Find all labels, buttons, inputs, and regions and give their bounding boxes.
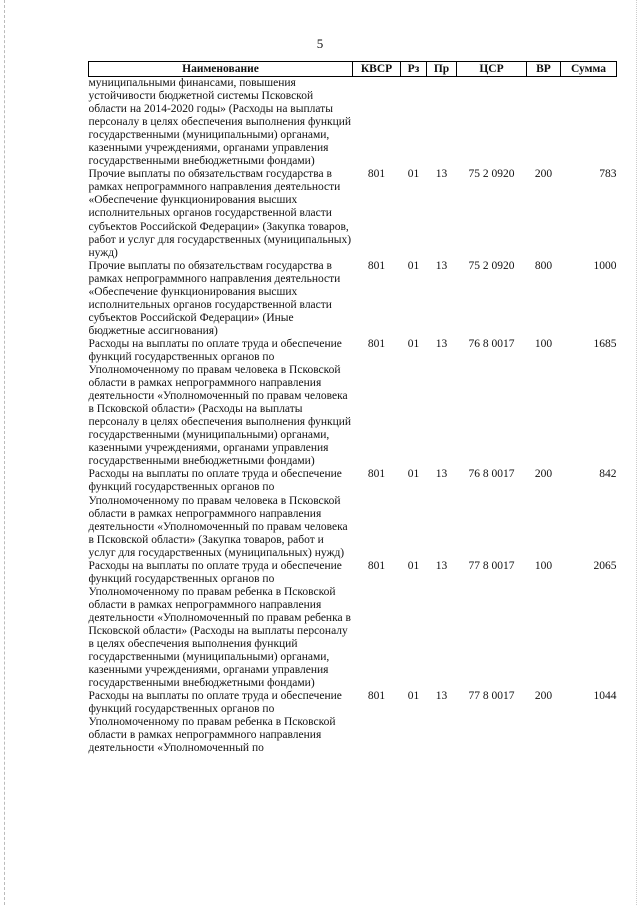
row-name: Расходы на выплаты по оплате труда и обеспечение функций государственных органов по Уполномоченному по правам человека в Псковской области в рамках непрограммного направления деятельности «Уполномоченный по правам человека в Псковской области» (Закупка товаров, работ и услуг для государственных (муниципальных) нужд) — [88, 468, 348, 559]
column-header-vr: ВР — [527, 62, 561, 77]
row-vr: 200 — [534, 468, 553, 481]
row-csr: 77 8 0017 — [468, 559, 515, 572]
row-rz: 01 — [407, 559, 420, 572]
row-sum: 1044 — [593, 690, 617, 703]
row-name: Расходы на выплаты по оплате труда и обеспечение функций государственных органов по Уполномоченному по правам ребенка в Псковской области в рамках непрограммного направления деятельности «Уполномоченный по — [88, 690, 342, 755]
row-csr: 75 2 0920 — [468, 168, 515, 181]
row-sum: 1000 — [593, 259, 617, 272]
row-csr: 76 8 0017 — [468, 337, 515, 350]
row-name: Расходы на выплаты по оплате труда и обеспечение функций государственных органов по Уполномоченному по правам ребенка в Псковской области в рамках непрограммного направления деятельности «Уполномоченный по правам ребенка в Псковской области» (Расходы на выплаты персоналу в целях обеспечения выполнения функций государственными (муниципальными) органами, казенными учреждениями, органами управления государственными внебюджетными фондами) — [88, 559, 351, 690]
page-number: 5 — [316, 36, 324, 51]
row-rz: 01 — [407, 337, 420, 350]
row-pr: 13 — [435, 468, 448, 481]
row-pr: 13 — [435, 559, 448, 572]
row-sum: 2065 — [593, 559, 617, 572]
column-header-csr: ЦСР — [457, 62, 527, 77]
column-header-name: Наименование — [89, 62, 353, 77]
row-kvsr: 801 — [367, 559, 386, 572]
row-name: муниципальными финансами, повышения устойчивости бюджетной системы Псковской области на 2014-2020 годы» (Расходы на выплаты персоналу в целях обеспечения выполнения функций государственными (муниципальными) органами, казенными учреждениями, органами управления государственными внебюджетными фондами) — [88, 77, 352, 168]
row-kvsr: 801 — [367, 690, 386, 703]
table-header-row — [89, 62, 617, 77]
row-sum — [561, 77, 617, 169]
row-rz: 01 — [407, 468, 420, 481]
column-header-pr: Пр — [427, 62, 457, 77]
row-kvsr: 801 — [367, 337, 386, 350]
row-csr: 77 8 0017 — [468, 690, 515, 703]
column-header-sum: Сумма — [561, 62, 617, 77]
row-vr: 100 — [534, 559, 553, 572]
row-sum: 842 — [599, 468, 617, 481]
row-pr: 13 — [435, 337, 448, 350]
row-pr: 13 — [435, 168, 448, 181]
row-rz: 01 — [407, 259, 420, 272]
row-vr: 100 — [534, 337, 553, 350]
table-row — [89, 338, 617, 468]
table-row — [89, 77, 617, 169]
row-csr: 75 2 0920 — [468, 259, 515, 272]
row-pr: 13 — [435, 690, 448, 703]
row-vr: 200 — [534, 690, 553, 703]
row-csr — [457, 77, 527, 169]
table-row — [89, 560, 617, 690]
row-sum: 1685 — [593, 337, 617, 350]
scan-edge-right — [636, 0, 637, 905]
table-row — [89, 468, 617, 559]
row-name: Прочие выплаты по обязательствам государства в рамках непрограммного направления деятельности «Обеспечение функционирования высших исполнительных органов государственной власти субъектов Российской Федерации» (Закупка товаров, работ и услуг для государственных (муниципальных) нужд) — [88, 168, 352, 259]
column-header-rz: Рз — [401, 62, 427, 77]
row-rz — [401, 77, 427, 169]
table-row — [89, 260, 617, 338]
row-rz: 01 — [407, 168, 420, 181]
row-kvsr: 801 — [367, 259, 386, 272]
budget-table — [88, 61, 617, 755]
column-header-kvsr: КВСР — [353, 62, 401, 77]
row-kvsr — [353, 77, 401, 169]
row-kvsr: 801 — [367, 168, 386, 181]
table-row — [89, 690, 617, 755]
row-kvsr: 801 — [367, 468, 386, 481]
row-csr: 76 8 0017 — [468, 468, 515, 481]
scan-edge-left — [4, 0, 5, 905]
row-vr: 800 — [534, 259, 553, 272]
row-vr — [527, 77, 561, 169]
row-rz: 01 — [407, 690, 420, 703]
row-pr — [427, 77, 457, 169]
row-vr: 200 — [534, 168, 553, 181]
row-name: Расходы на выплаты по оплате труда и обеспечение функций государственных органов по Уполномоченному по правам человека в Псковской области в рамках непрограммного направления деятельности «Уполномоченный по правам человека в Псковской области» (Расходы на выплаты персоналу в целях обеспечения выполнения функций государственными (муниципальными) органами, казенными учреждениями, органами управления государственными внебюджетными фондами) — [88, 337, 352, 468]
row-pr: 13 — [435, 259, 448, 272]
row-sum: 783 — [599, 168, 617, 181]
row-name: Прочие выплаты по обязательствам государства в рамках непрограммного направления деятельности «Обеспечение функционирования высших исполнительных органов государственной власти субъектов Российской Федерации» (Иные бюджетные ассигнования) — [88, 259, 341, 337]
table-row — [89, 168, 617, 259]
